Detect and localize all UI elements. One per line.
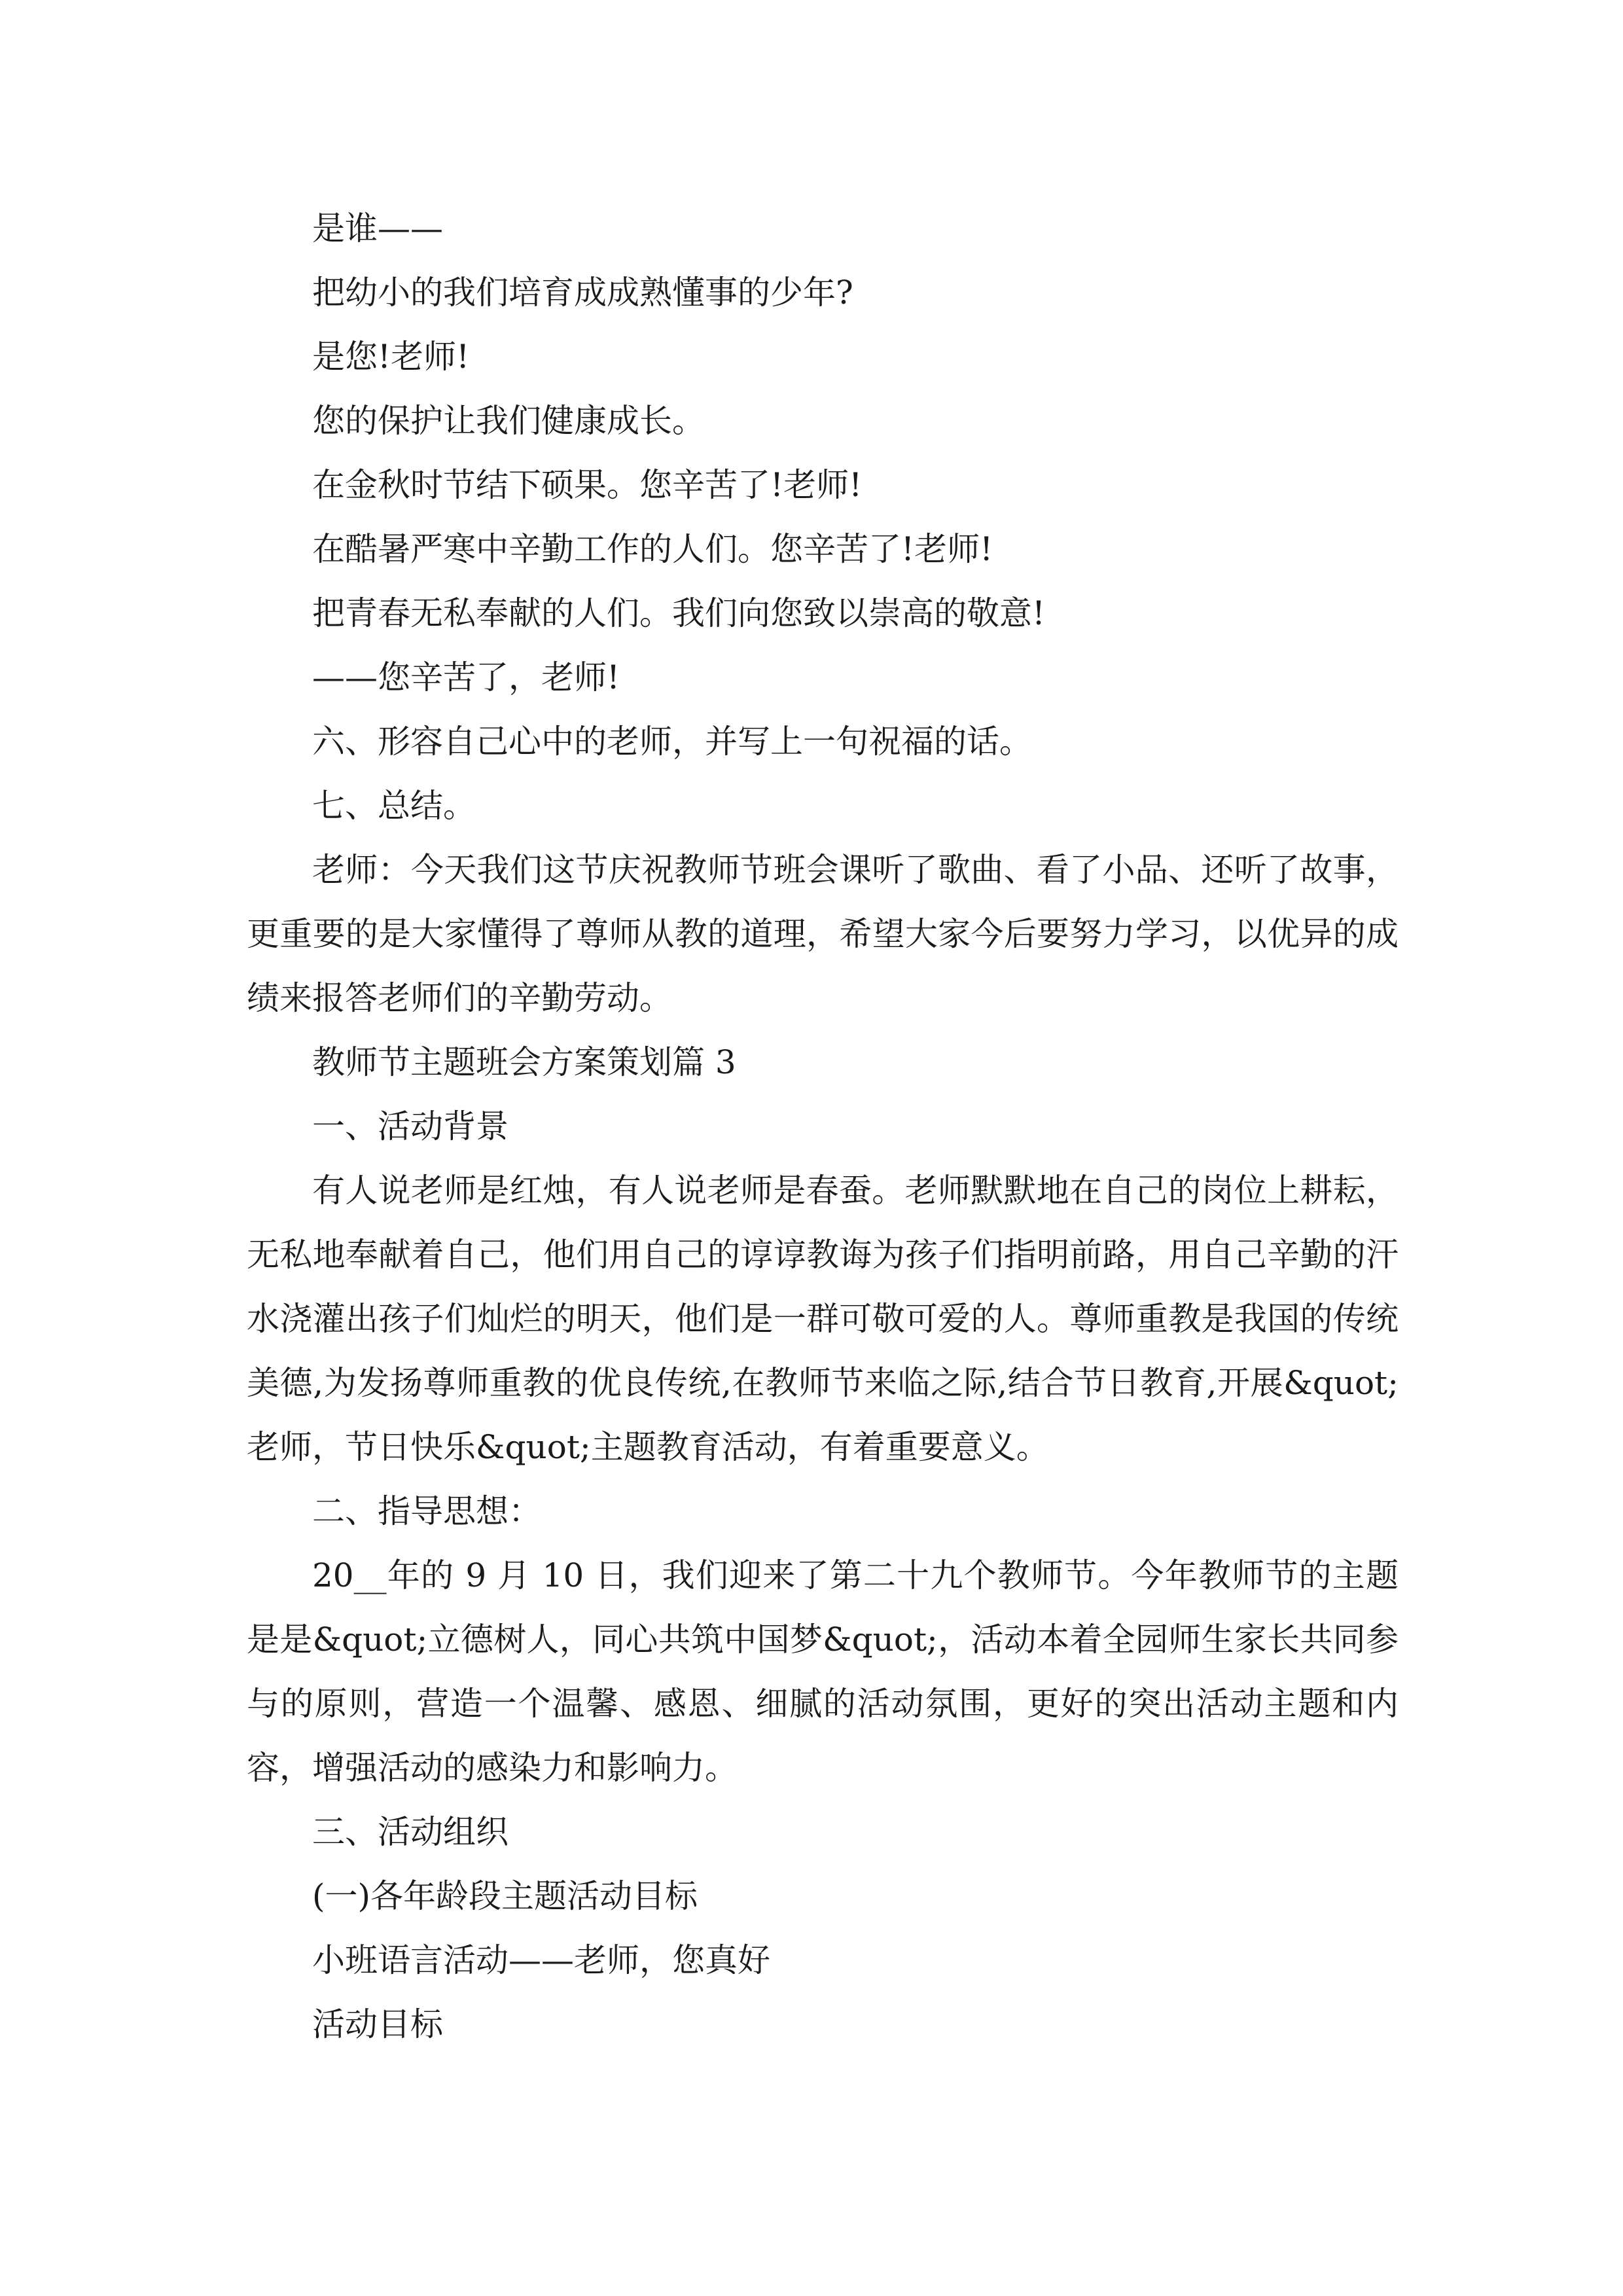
paragraph: 老师：今天我们这节庆祝教师节班会课听了歌曲、看了小品、还听了故事，更重要的是大家懂得了尊师从教的道理，希望大家今后要努力学习，以优异的成绩来报答老师们的辛勤劳动。 (247, 851, 1399, 1017)
section-heading: 七、总结。 (312, 787, 476, 825)
paragraph: 把青春无私奉献的人们。我们向您致以崇高的敬意! (312, 594, 1046, 632)
paragraph: 有人说老师是红烛，有人说老师是春蚕。老师默默地在自己的岗位上耕耘，无私地奉献着自己，他们用自己的谆谆教诲为孩子们指明前路，用自己辛勤的汗水浇灌出孩子们灿烂的明天，他们是一群可敬可爱的人。尊师重教是我国的传统美德,为发扬尊师重教的优良传统,在教师节来临之际,结合节日教育,开展&quot;老师，节日快乐&quot;主题教育活动，有着重要意义。 (247, 1172, 1399, 1466)
paragraph: 小班语言活动——老师，您真好 (312, 1941, 770, 1979)
document-body (247, 196, 1399, 2056)
paragraph: 是您!老师! (312, 338, 470, 376)
paragraph: ——您辛苦了，老师! (312, 658, 620, 696)
section-heading: 一、活动背景 (312, 1107, 508, 1145)
paragraph: 在酷暑严寒中辛勤工作的人们。您辛苦了!老师! (312, 530, 993, 568)
paragraph: 把幼小的我们培育成成熟懂事的少年? (312, 274, 853, 312)
paragraph: 是谁—— (312, 209, 443, 247)
paragraph: 20__年的 9 月 10 日，我们迎来了第二十九个教师节。今年教师节的主题是是&quot;立德树人，同心共筑中国梦&quot;，活动本着全园师生家长共同参与的原则，营造一个温馨、感恩、细腻的活动氛围，更好的突出活动主题和内容，增强活动的感染力和影响力。 (247, 1556, 1399, 1787)
paragraph: 活动目标 (312, 2005, 443, 2043)
paragraph: 在金秋时节结下硕果。您辛苦了!老师! (312, 466, 863, 504)
section-heading: 六、形容自己心中的老师，并写上一句祝福的话。 (312, 723, 1032, 761)
section-heading: 二、指导思想： (312, 1492, 541, 1530)
section-heading: 三、活动组织 (312, 1813, 508, 1851)
subsection-heading: (一)各年龄段主题活动目标 (312, 1877, 698, 1915)
paragraph: 您的保护让我们健康成长。 (312, 402, 705, 440)
document-title: 教师节主题班会方案策划篇 3 (312, 1043, 736, 1081)
